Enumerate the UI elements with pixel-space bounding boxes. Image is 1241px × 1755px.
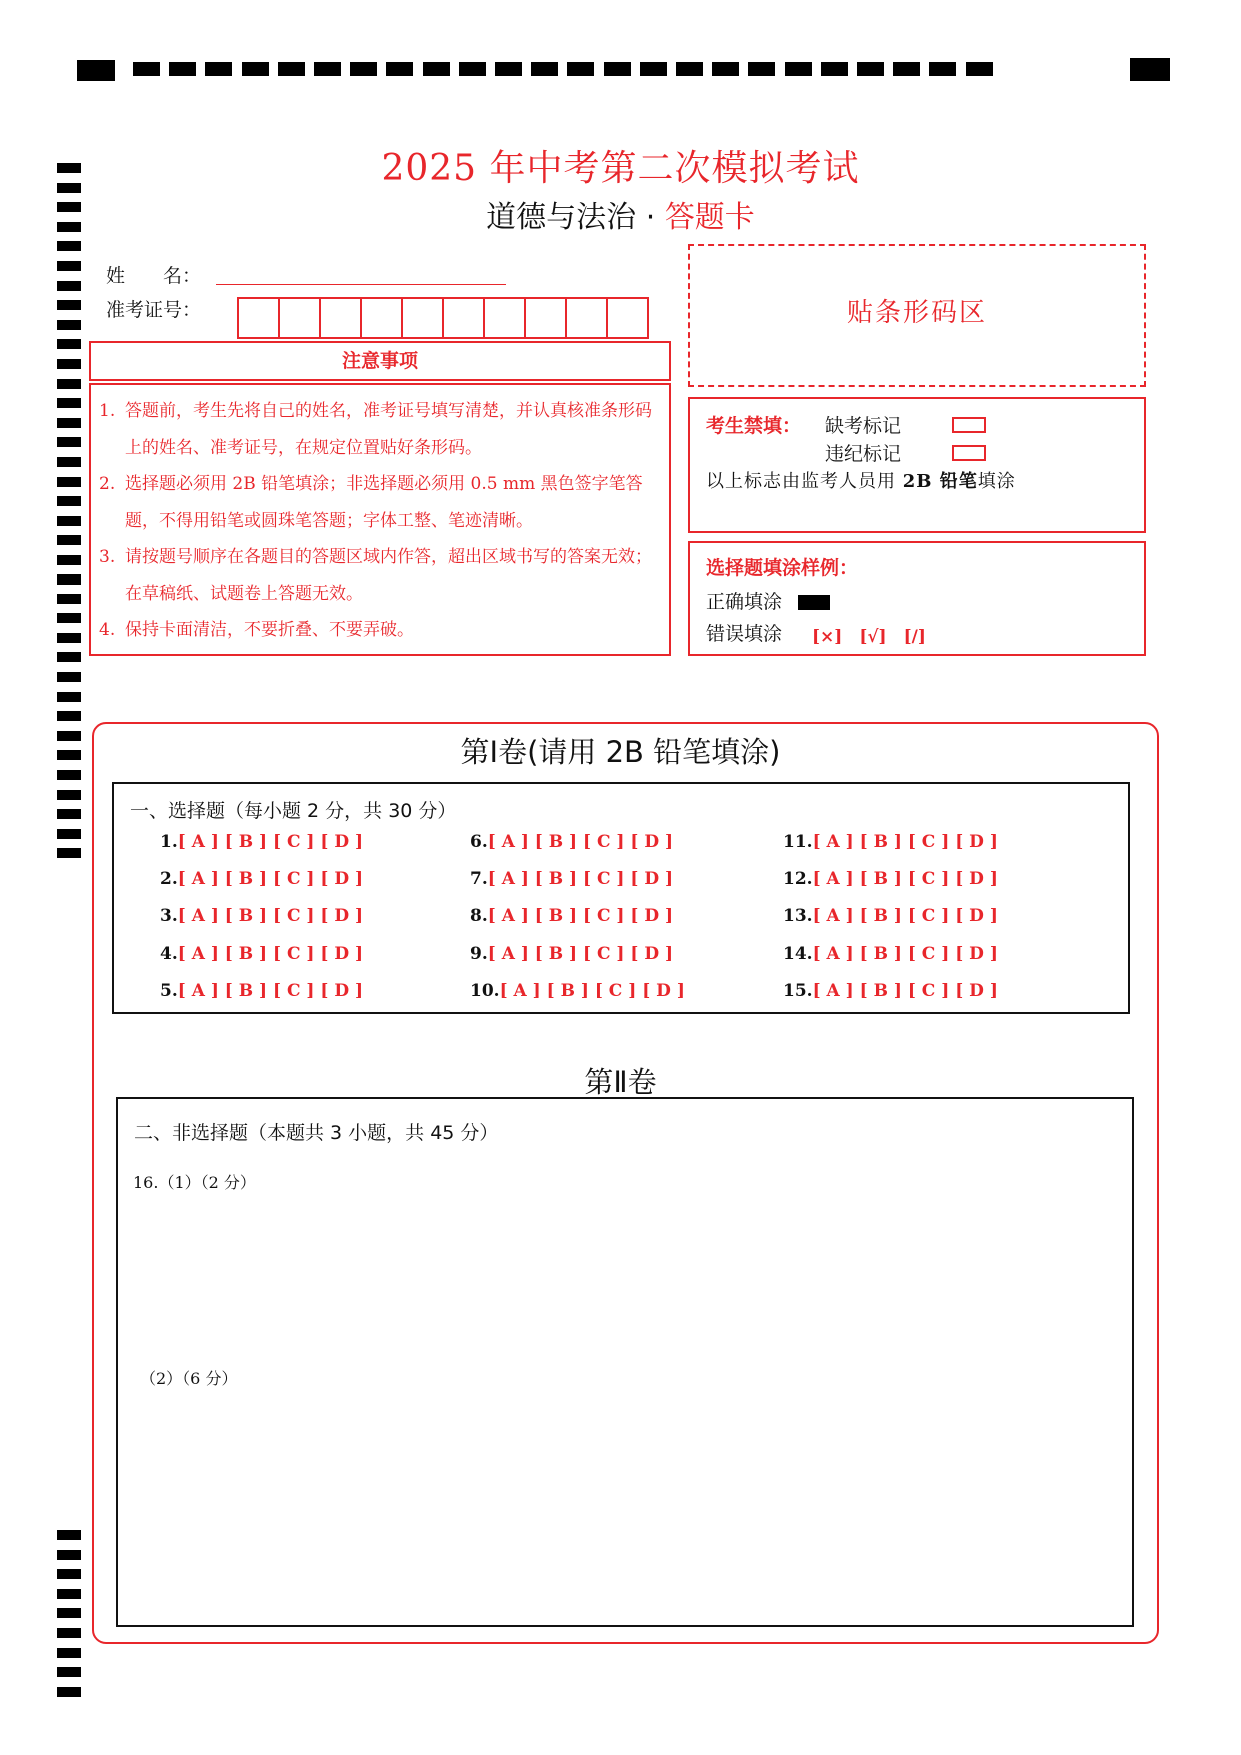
timing-mark [821,62,848,76]
answer-options[interactable]: [ A ] [ B ] [ C ] [ D ] [177,906,364,926]
name-field[interactable] [216,284,506,285]
timing-mark [57,418,81,428]
id-digit-box[interactable] [608,299,647,337]
choice-question[interactable] [783,832,998,852]
timing-mark [57,300,81,310]
timing-mark [57,398,81,408]
timing-mark [57,320,81,330]
choice-question[interactable] [160,869,363,889]
choice-question[interactable] [160,832,363,852]
timing-mark [459,62,486,76]
wrong-fill-label: 错误填涂 [706,623,783,645]
timing-mark [57,281,81,291]
timing-mark [57,261,81,271]
timing-mark [712,62,739,76]
id-digit-box[interactable] [403,299,444,337]
answer-options[interactable]: [ A ] [ B ] [ C ] [ D ] [812,906,998,926]
timing-mark [57,1648,81,1658]
timing-mark [57,359,81,369]
question-number: 5. [160,981,178,1001]
timing-mark [495,62,522,76]
violation-mark-label: 违纪标记 [825,443,902,465]
timing-mark [57,496,81,506]
answer-options[interactable]: [ A ] [ B ] [ C ] [ D ] [812,944,998,964]
section1-title: 第Ⅰ卷(请用 2B 铅笔填涂) [460,735,781,769]
question-number: 10. [470,981,500,1001]
answer-options[interactable]: [ A ] [ B ] [ C ] [ D ] [487,832,674,852]
id-label: 准考证号： [106,299,202,321]
fill-sample-box [688,541,1146,656]
answer-options[interactable]: [ A ] [ B ] [ C ] [ D ] [177,832,364,852]
section2-title: 第Ⅱ卷 [584,1065,657,1099]
timing-mark [57,594,81,604]
choice-question[interactable] [783,869,998,889]
id-digit-box[interactable] [444,299,485,337]
answer-options[interactable]: [ A ] [ B ] [ C ] [ D ] [177,981,364,1001]
choice-question[interactable] [470,832,673,852]
non-choice-answer-box[interactable] [116,1097,1134,1627]
absent-mark-box[interactable] [952,417,986,433]
choice-question[interactable] [470,944,673,964]
timing-mark [57,809,81,819]
choice-heading: 一、选择题（每小题 2 分，共 30 分） [130,800,457,822]
timing-mark [57,457,81,467]
timing-mark [57,241,81,251]
timing-mark [169,62,196,76]
timing-mark [133,62,160,76]
exam-mark-label: 考生禁填： [706,415,802,437]
timing-mark [857,62,884,76]
id-digit-box[interactable] [526,299,567,337]
question-number: 15. [783,981,813,1001]
timing-mark [531,62,558,76]
timing-mark [57,848,81,858]
timing-mark [893,62,920,76]
choice-question[interactable] [160,906,363,926]
choice-question[interactable] [470,981,685,1001]
timing-mark [57,535,81,545]
answer-options[interactable]: [ A ] [ B ] [ C ] [ D ] [487,869,674,889]
exam-subtitle [0,192,1241,236]
timing-mark [676,62,703,76]
question-number: 14. [783,944,813,964]
choice-question[interactable] [160,944,363,964]
id-digit-box[interactable] [567,299,608,337]
id-digit-box[interactable] [362,299,403,337]
exam-mark-note: 以上标志由监考人员用 2B 铅笔填涂 [706,471,1016,492]
timing-mark [57,711,81,721]
question-number: 12. [783,869,813,889]
timing-mark [785,62,812,76]
timing-mark [57,1589,81,1599]
timing-mark [57,672,81,682]
question-number: 1. [160,832,178,852]
timing-mark [57,652,81,662]
barcode-area: 贴条形码区 [688,244,1146,387]
wrong-fill-marks: [×] [√] [/] [812,627,926,647]
notice-item: 4. 保持卡面清洁，不要折叠、不要弄破。 [99,620,414,640]
answer-options[interactable]: [ A ] [ B ] [ C ] [ D ] [812,832,998,852]
timing-mark [57,770,81,780]
fill-sample-title: 选择题填涂样例： [706,557,859,579]
timing-mark [567,62,594,76]
question-16-part-1: 16.（1）（2 分） [133,1173,256,1192]
choice-question[interactable] [783,906,998,926]
violation-mark-box[interactable] [952,445,986,461]
choice-question[interactable] [783,981,998,1001]
notice-body [89,383,671,656]
choice-question[interactable] [470,906,673,926]
id-digit-box[interactable] [239,299,280,337]
timing-mark [640,62,667,76]
timing-mark [57,633,81,643]
question-number: 9. [470,944,488,964]
notice-item: 2. 选择题必须用 2B 铅笔填涂；非选择题必须用 0.5 mm 黑色签字笔答题，不得用铅笔或圆珠笔答题；字体工整、笔迹清晰。 [99,474,643,531]
timing-mark [242,62,269,76]
exam-mark-box [688,397,1146,533]
timing-mark [57,437,81,447]
choice-question[interactable] [470,869,673,889]
timing-mark [57,692,81,702]
id-digit-box[interactable] [321,299,362,337]
timing-mark [423,62,450,76]
timing-mark [205,62,232,76]
answer-options[interactable]: [ A ] [ B ] [ C ] [ D ] [487,906,674,926]
timing-mark [1130,58,1170,81]
answer-options[interactable]: [ A ] [ B ] [ C ] [ D ] [812,869,998,889]
timing-mark [386,62,413,76]
name-label: 姓 名： [106,265,202,287]
timing-mark [57,1530,81,1540]
notice-item: 1. 答题前，考生先将自己的姓名，准考证号填写清楚，并认真核准条形码上的姓名、准考证号，在规定位置贴好条形码。 [99,401,652,458]
answer-options[interactable]: [ A ] [ B ] [ C ] [ D ] [177,869,364,889]
non-choice-heading: 二、非选择题（本题共 3 小题，共 45 分） [134,1122,499,1144]
timing-mark [57,829,81,839]
question-number: 6. [470,832,488,852]
id-digit-box[interactable] [485,299,526,337]
timing-mark [966,62,993,76]
timing-mark [57,516,81,526]
id-digit-box[interactable] [280,299,321,337]
timing-mark [350,62,377,76]
timing-mark [57,574,81,584]
choice-question[interactable] [160,981,363,1001]
question-number: 3. [160,906,178,926]
timing-mark [77,60,115,81]
timing-mark [57,379,81,389]
subject-name: 道德与法治 [486,200,637,235]
answer-options[interactable]: [ A ] [ B ] [ C ] [ D ] [499,981,685,1001]
timing-mark [604,62,631,76]
question-number: 2. [160,869,178,889]
notice-item: 3. 请按题号顺序在各题目的答题区域内作答，超出区域书写的答案无效；在草稿纸、试题卷上答题无效。 [99,547,652,604]
timing-mark [57,1569,81,1579]
question-16-part-2: （2）（6 分） [140,1369,238,1388]
timing-mark [278,62,305,76]
timing-mark [929,62,956,76]
timing-mark [57,613,81,623]
question-number: 8. [470,906,488,926]
timing-mark [57,1550,81,1560]
timing-mark [314,62,341,76]
timing-mark [57,1628,81,1638]
separator-dot: · [645,200,656,235]
question-number: 4. [160,944,178,964]
choice-question[interactable] [783,944,998,964]
answer-options[interactable]: [ A ] [ B ] [ C ] [ D ] [177,944,364,964]
answer-options[interactable]: [ A ] [ B ] [ C ] [ D ] [812,981,998,1001]
timing-mark [57,1608,81,1618]
correct-fill-mark [798,595,830,610]
timing-mark [57,1687,81,1697]
answer-card-label: 答题卡 [664,200,755,235]
question-number: 11. [783,832,813,852]
timing-mark [57,555,81,565]
timing-mark [57,477,81,487]
notice-title: 注意事项 [89,341,671,381]
timing-mark [748,62,775,76]
timing-mark [57,339,81,349]
exam-title: 2025 年中考第二次模拟考试 [381,148,860,189]
id-number-boxes[interactable] [237,297,649,339]
timing-mark [57,1667,81,1677]
correct-fill-label: 正确填涂 [706,591,783,613]
timing-mark [57,790,81,800]
absent-mark-label: 缺考标记 [825,415,902,437]
question-number: 13. [783,906,813,926]
answer-options[interactable]: [ A ] [ B ] [ C ] [ D ] [487,944,674,964]
question-number: 7. [470,869,488,889]
